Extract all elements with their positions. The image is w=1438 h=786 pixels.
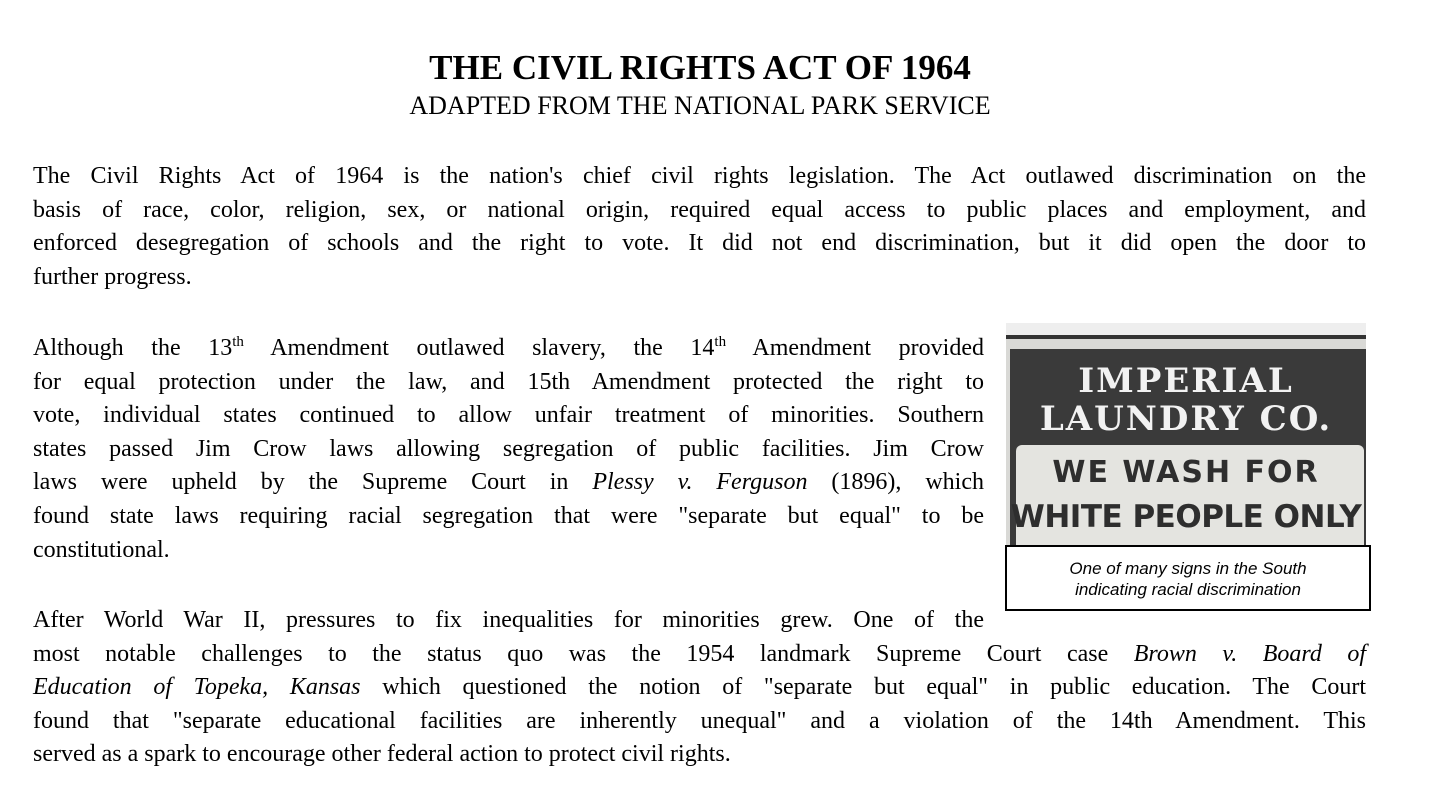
paragraph-intro: [33, 160, 1366, 294]
text-segment: The Civil Rights Act of 1964 is the nation's chief civil rights legislation. The Act outlawed discrimination on the: [33, 163, 1366, 189]
text-segment: states passed Jim Crow laws allowing segregation of public facilities. Jim Crow: [33, 435, 984, 462]
text-line: [33, 705, 1366, 739]
text-segment: Although the 13: [33, 335, 233, 361]
text-segment: Amendment provided: [726, 335, 984, 361]
text-line: [33, 366, 984, 400]
text-segment: found that "separate educational facilities are inherently unequal" and a violation of the 14th Amendment. This: [33, 707, 1366, 734]
caption-line: One of many signs in the South: [1069, 559, 1307, 578]
segregation-sign-photo: [1006, 323, 1366, 545]
text-line: [33, 433, 984, 467]
text-segment: (1896), which: [807, 469, 984, 496]
text-line: [33, 227, 1366, 261]
text-segment: basis of race, color, religion, sex, or national origin, required equal access to public places and employment, and: [33, 196, 1366, 223]
text-segment: enforced desegregation of schools and the right to vote. It did not end discrimination, but it did open the door to: [33, 230, 1366, 257]
case-name: Education of Topeka, Kansas: [33, 674, 361, 701]
text-line: [33, 332, 984, 366]
text-segment: further progress.: [33, 263, 192, 290]
paragraph-amendments: [33, 332, 984, 567]
paragraph-post-war: [33, 604, 1366, 772]
sign-text: IMPERIAL: [1078, 361, 1294, 401]
text-line: [33, 160, 1366, 194]
document-subtitle: ADAPTED FROM THE NATIONAL PARK SERVICE: [409, 91, 991, 120]
ordinal-suffix: th: [232, 334, 244, 350]
ordinal-suffix: th: [714, 334, 727, 350]
text-segment: which questioned the notion of "separate but equal" in public education. The Court: [360, 674, 1367, 701]
case-name: Plessy v. Ferguson: [592, 469, 808, 496]
text-line: [33, 534, 984, 568]
text-segment: for equal protection under the law, and 15th Amendment protected the right to: [33, 368, 984, 395]
text-segment: After World War II, pressures to fix inequalities for minorities grew. One of the: [33, 607, 984, 633]
text-segment: found state laws requiring racial segregation that were "separate but equal" to be: [33, 502, 984, 529]
text-line: [33, 500, 984, 534]
photo-roofline: [1006, 323, 1366, 339]
text-line: [33, 261, 1366, 295]
text-line: [33, 399, 984, 433]
text-segment: Amendment outlawed slavery, the 14: [243, 335, 715, 361]
sign-text: LAUNDRY CO.: [1039, 399, 1333, 439]
caption-line: indicating racial discrimination: [1075, 580, 1301, 599]
text-line: [33, 194, 1366, 228]
text-line: [33, 671, 1366, 705]
sign-text: WE WASH FOR: [1052, 455, 1320, 490]
document-title: THE CIVIL RIGHTS ACT OF 1964: [429, 48, 971, 87]
sign-text: WHITE PEOPLE ONLY: [1010, 499, 1362, 535]
text-line: [33, 466, 984, 500]
text-segment: vote, individual states continued to allow unfair treatment of minorities. Southern: [33, 402, 984, 429]
text-line: [33, 738, 1366, 772]
text-segment: served as a spark to encourage other federal action to protect civil rights.: [33, 741, 731, 768]
text-segment: laws were upheld by the Supreme Court in: [33, 469, 593, 496]
photo-caption: [1005, 545, 1371, 611]
case-name: Brown v. Board of: [1133, 640, 1367, 667]
text-segment: constitutional.: [33, 536, 170, 563]
text-segment: most notable challenges to the status quo was the 1954 landmark Supreme Court case: [33, 640, 1134, 667]
text-line: [33, 604, 984, 638]
text-line: [33, 638, 1366, 672]
